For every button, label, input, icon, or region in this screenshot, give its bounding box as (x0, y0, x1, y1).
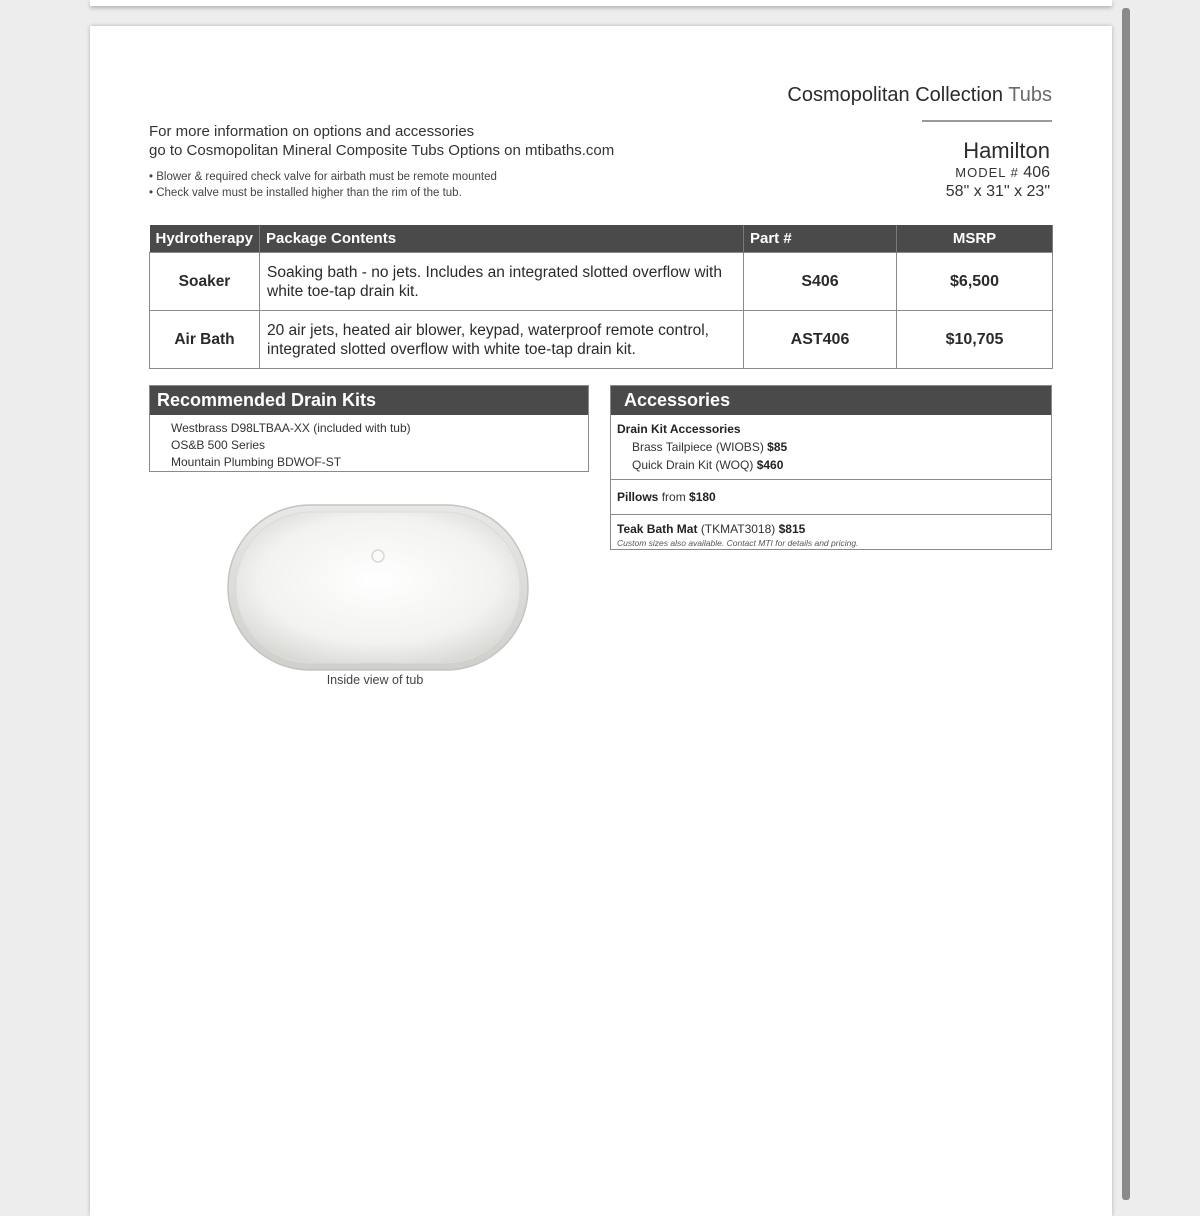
previous-page-edge (90, 0, 1112, 6)
section-title: Drain Kit Accessories (617, 422, 741, 436)
collection-suffix: Tubs (1008, 84, 1052, 106)
drain-kit-accessories (611, 415, 1051, 480)
title-divider (922, 120, 1052, 122)
option-cell: Air Bath (150, 311, 260, 369)
model-label: MODEL # (955, 165, 1019, 180)
pillows-section (611, 480, 1051, 515)
list-item: OS&B 500 Series (171, 438, 266, 452)
teak-mat-section (611, 515, 1051, 554)
custom-size-note: Custom sizes also available. Contact MTI for details and pricing. (617, 538, 859, 548)
list-item: Westbrass D98LTBAA-XX (included with tub) (171, 421, 411, 435)
drain-kits-box (149, 385, 589, 472)
column-header: Package Contents (260, 225, 744, 253)
contents-cell: Soaking bath - no jets. Includes an integrated slotted overflow with white toe-tap drain kit. (260, 253, 744, 311)
info-line-2: go to Cosmopolitan Mineral Composite Tubs Options on mtibaths.com (149, 142, 615, 159)
table-header-row (150, 225, 1053, 253)
list-item (617, 456, 1045, 474)
tub-image (227, 504, 529, 671)
part-cell: S406 (744, 253, 897, 311)
column-header: Part # (744, 225, 897, 253)
accessories-box (610, 385, 1052, 550)
item-price: $460 (756, 458, 784, 472)
column-header: Hydrotherapy (150, 225, 260, 253)
collection-title (787, 84, 1052, 107)
item-label: Pillows (617, 490, 659, 504)
contents-cell: 20 air jets, heated air blower, keypad, waterproof remote control, integrated slotted overflow with white toe-tap drain kit. (260, 311, 744, 369)
accessories-title: Accessories (611, 386, 1051, 415)
item-qualifier: from (661, 490, 686, 504)
note-item: • Check valve must be installed higher than the rim of the tub. (149, 187, 462, 199)
pricing-table (149, 225, 1053, 369)
scrollbar[interactable] (1122, 8, 1130, 1200)
item-label: Teak Bath Mat (617, 522, 698, 536)
table-row (150, 311, 1053, 369)
item-label: Quick Drain Kit (WOQ) (632, 458, 754, 472)
list-item: Mountain Plumbing BDWOF-ST (171, 455, 342, 469)
item-label: Brass Tailpiece (WIOBS) (632, 440, 764, 454)
tub-dimensions: 58" x 31" x 23" (945, 183, 1050, 200)
option-cell: Soaker (150, 253, 260, 311)
model-value: 406 (1023, 164, 1050, 181)
note-item: • Blower & required check valve for airbath must be remote mounted (149, 171, 497, 183)
collection-name: Cosmopolitan Collection (787, 84, 1004, 106)
table-row (150, 253, 1053, 311)
item-code: (TKMAT3018) (700, 522, 776, 536)
item-price: $180 (689, 490, 716, 504)
part-cell: AST406 (744, 311, 897, 369)
msrp-cell: $10,705 (897, 311, 1053, 369)
msrp-cell: $6,500 (897, 253, 1053, 311)
tub-image-caption: Inside view of tub (326, 673, 424, 687)
column-header: MSRP (897, 225, 1053, 253)
drain-kits-title: Recommended Drain Kits (150, 386, 588, 415)
info-text (149, 122, 614, 160)
install-notes (149, 169, 497, 201)
item-price: $815 (778, 522, 806, 536)
model-number (955, 164, 1050, 182)
product-name: Hamilton (963, 138, 1050, 163)
info-line-1: For more information on options and accessories (149, 123, 475, 140)
list-item (617, 438, 1045, 456)
drain-kit-list (150, 415, 588, 471)
item-price: $85 (767, 440, 788, 454)
spec-sheet-page (90, 26, 1112, 1216)
